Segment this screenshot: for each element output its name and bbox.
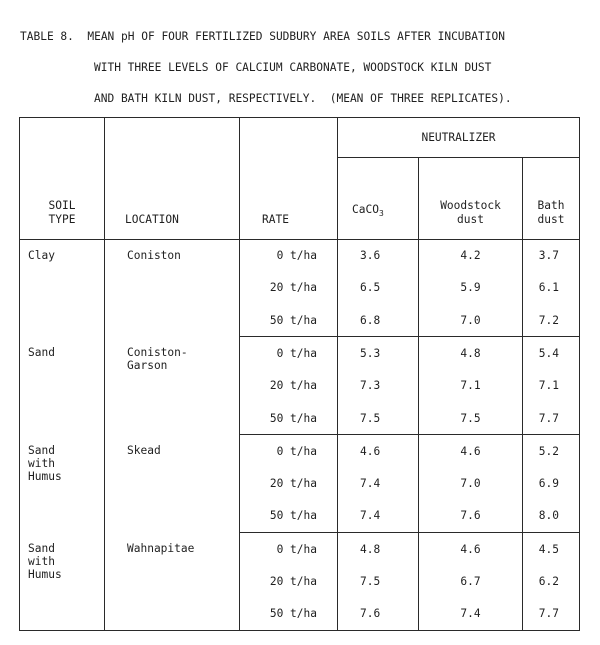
ph-table: [19, 117, 580, 631]
bath-value: 7.1: [523, 370, 580, 402]
header-soil-type-line1: SOIL: [48, 198, 76, 212]
header-location: LOCATION: [105, 157, 240, 239]
bath-value: 8.0: [523, 500, 580, 533]
caco3-value: 6.5: [338, 272, 419, 304]
rate-cell: 20 t/ha: [240, 468, 338, 500]
location-cell: [105, 337, 240, 435]
soil-type-text: Humus: [28, 567, 62, 581]
soil-type-text: Sand: [28, 443, 55, 457]
location-text: Coniston-: [127, 345, 188, 359]
caption-line-1: TABLE 8. MEAN pH OF FOUR FERTILIZED SUDBURY AREA SOILS AFTER INCUBATION: [20, 30, 505, 43]
woodstock-value: 7.1: [419, 370, 523, 402]
rate-cell: 20 t/ha: [240, 565, 338, 597]
soil-type-cell: [20, 337, 105, 435]
bath-value: 6.9: [523, 468, 580, 500]
soil-type-text: Humus: [28, 469, 62, 483]
location-cell: [105, 435, 240, 533]
caco3-value: 7.4: [338, 500, 419, 533]
header-woodstock-dust: [419, 157, 523, 239]
location-text: Skead: [127, 443, 161, 457]
rate-cell: 0 t/ha: [240, 337, 338, 370]
rate-cell: 50 t/ha: [240, 598, 338, 631]
bath-value: 5.2: [523, 435, 580, 468]
header-woodstock-line1: Woodstock: [440, 198, 501, 212]
location-text: Coniston: [127, 248, 181, 262]
table-row: [20, 239, 580, 272]
caco3-value: 6.8: [338, 304, 419, 337]
caco3-value: 4.8: [338, 533, 419, 566]
rate-cell: 0 t/ha: [240, 239, 338, 272]
bath-value: 7.7: [523, 402, 580, 435]
rate-cell: 50 t/ha: [240, 500, 338, 533]
soil-type-cell: [20, 533, 105, 631]
header-caco3: [338, 157, 419, 239]
rate-cell: 50 t/ha: [240, 402, 338, 435]
woodstock-value: 7.6: [419, 500, 523, 533]
caco3-value: 5.3: [338, 337, 419, 370]
rate-cell: 0 t/ha: [240, 533, 338, 566]
bath-value: 6.1: [523, 272, 580, 304]
rate-cell: 20 t/ha: [240, 272, 338, 304]
table-caption: [20, 21, 590, 114]
woodstock-value: 7.5: [419, 402, 523, 435]
bath-value: 3.7: [523, 239, 580, 272]
soil-type-text: Sand: [28, 541, 55, 555]
location-cell: [105, 239, 240, 337]
woodstock-value: 4.6: [419, 533, 523, 566]
woodstock-value: 4.2: [419, 239, 523, 272]
location-cell: [105, 533, 240, 631]
header-caco3-text: CaCO: [352, 202, 379, 216]
caco3-value: 3.6: [338, 239, 419, 272]
soil-type-cell: [20, 435, 105, 533]
woodstock-value: 7.4: [419, 598, 523, 631]
bath-value: 7.7: [523, 598, 580, 631]
table-row: [20, 337, 580, 370]
caco3-value: 7.5: [338, 402, 419, 435]
caco3-value: 7.4: [338, 468, 419, 500]
caption-line-3: AND BATH KILN DUST, RESPECTIVELY. (MEAN OF THREE REPLICATES).: [94, 92, 512, 105]
caption-line-2: WITH THREE LEVELS OF CALCIUM CARBONATE, WOODSTOCK KILN DUST: [94, 61, 492, 74]
header-bath-line1: Bath: [537, 198, 565, 212]
bath-value: 5.4: [523, 337, 580, 370]
location-text: Garson: [127, 358, 168, 372]
caco3-value: 4.6: [338, 435, 419, 468]
caco3-value: 7.5: [338, 565, 419, 597]
bath-value: 4.5: [523, 533, 580, 566]
woodstock-value: 4.6: [419, 435, 523, 468]
header-blank-location: [105, 118, 240, 158]
header-blank-soil: [20, 118, 105, 158]
header-woodstock-line2: dust: [457, 212, 484, 226]
header-bath-dust: [523, 157, 580, 239]
caco3-value: 7.3: [338, 370, 419, 402]
woodstock-value: 5.9: [419, 272, 523, 304]
location-text: Wahnapitae: [127, 541, 195, 555]
header-neutralizer: NEUTRALIZER: [338, 118, 580, 158]
woodstock-value: 7.0: [419, 468, 523, 500]
soil-type-text: Clay: [28, 248, 55, 262]
bath-value: 7.2: [523, 304, 580, 337]
woodstock-value: 7.0: [419, 304, 523, 337]
caco3-value: 7.6: [338, 598, 419, 631]
header-blank-rate: [240, 118, 338, 158]
soil-type-text: Sand: [28, 345, 55, 359]
table-row: [20, 533, 580, 566]
rate-cell: 50 t/ha: [240, 304, 338, 337]
header-bath-line2: dust: [537, 212, 565, 226]
woodstock-value: 6.7: [419, 565, 523, 597]
soil-type-text: with: [28, 456, 55, 470]
bath-value: 6.2: [523, 565, 580, 597]
soil-type-text: with: [28, 554, 55, 568]
header-soil-type: [20, 157, 105, 239]
header-rate: RATE: [240, 157, 338, 239]
rate-cell: 20 t/ha: [240, 370, 338, 402]
table-row: [20, 435, 580, 468]
woodstock-value: 4.8: [419, 337, 523, 370]
soil-type-cell: [20, 239, 105, 337]
rate-cell: 0 t/ha: [240, 435, 338, 468]
header-caco3-subscript: 3: [378, 208, 384, 218]
header-soil-type-line2: TYPE: [48, 212, 76, 226]
